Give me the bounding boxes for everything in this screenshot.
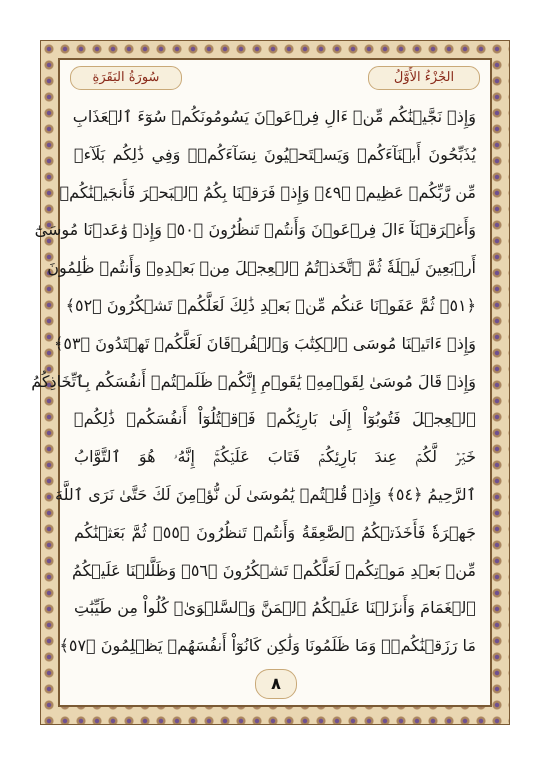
surah-label: سُورَةُ البَقَرَةِ [70,66,182,90]
verse-line: ٱلرَّحِيمُ ﴿٥٤﴾ وَإِذۡ قُلۡتُمۡ يَٰمُوسَىٰ لَن نُّؤۡمِنَ لَكَ حَتَّىٰ نَرَى ٱللَّهَ [55,484,476,504]
mushaf-page-frame [31,40,510,725]
verse-text-block [31,98,476,661]
verse-line: أَرۡبَعِينَ لَيۡلَةٗ ثُمَّ ٱتَّخَذۡتُمُ ٱلۡعِجۡلَ مِنۢ بَعۡدِهِۦ وَأَنتُمۡ ظَٰلِمُونَ [47,258,476,278]
verse-line: جَهۡرَةٗ فَأَخَذَتۡكُمُ ٱلصَّٰعِقَةُ وَأَنتُمۡ تَنظُرُونَ ﴿٥٥﴾ ثُمَّ بَعَثۡنَٰكُم [74,522,476,542]
verse-line: يُذَبِّحُونَ أَبۡنَآءَكُمۡ وَيَسۡتَحۡيُونَ نِسَآءَكُمۡۚ وَفِي ذَٰلِكُم بَلَآءٞ [74,144,476,164]
verse-line: وَإِذۡ نَجَّيۡنَٰكُم مِّنۡ ءَالِ فِرۡعَوۡنَ يَسُومُونَكُمۡ سُوٓءَ ٱلۡعَذَابِ [72,107,476,126]
verse-line: مِّن رَّبِّكُمۡ عَظِيمٞ ﴿٤٩﴾ وَإِذۡ فَرَقۡنَا بِكُمُ ٱلۡبَحۡرَ فَأَنجَيۡنَٰكُمۡ [59,182,476,202]
verse-line: ٱلۡعِجۡلَ فَتُوبُوٓاْ إِلَىٰ بَارِئِكُمۡ فَٱقۡتُلُوٓاْ أَنفُسَكُمۡ ذَٰلِكُمۡ [74,409,476,429]
verse-line: مَا رَزَقۡنَٰكُمۡۚ وَمَا ظَلَمُونَا وَلَٰكِن كَانُوٓاْ أَنفُسَهُمۡ يَظۡلِمُونَ ﴿٥٧﴾ [59,636,476,656]
verse-line: وَإِذۡ ءَاتَيۡنَا مُوسَى ٱلۡكِتَٰبَ وَٱلۡفُرۡقَانَ لَعَلَّكُمۡ تَهۡتَدُونَ ﴿٥٣﴾ [54,333,476,353]
verse-line: وَأَغۡرَقۡنَآ ءَالَ فِرۡعَوۡنَ وَأَنتُمۡ تَنظُرُونَ ﴿٥٠﴾ وَإِذۡ وَٰعَدۡنَا مُوسَىٰٓ [34,220,476,240]
page-header [60,60,490,94]
verse-line: ﴿٥١﴾ ثُمَّ عَفَوۡنَا عَنكُم مِّنۢ بَعۡدِ ذَٰلِكَ لَعَلَّكُمۡ تَشۡكُرُونَ ﴿٥٢﴾ [65,295,476,315]
verse-line: مِّنۢ بَعۡدِ مَوۡتِكُمۡ لَعَلَّكُمۡ تَشۡكُرُونَ ﴿٥٦﴾ وَظَلَّلۡنَا عَلَيۡكُمُ [71,560,476,580]
verse-line: وَإِذۡ قَالَ مُوسَىٰ لِقَوۡمِهِۦ يَٰقَوۡمِ إِنَّكُمۡ ظَلَمۡتُمۡ أَنفُسَكُم بِٱتِّخَاذِكُمُ [31,371,476,391]
verse-line: ٱلۡغَمَامَ وَأَنزَلۡنَا عَلَيۡكُمُ ٱلۡمَنَّ وَٱلسَّلۡوَىٰۖ كُلُواْ مِن طَيِّبَٰتِ [74,598,476,618]
juz-label: الجُزْءُ الأَوَّلُ [368,66,480,90]
verse-line: خَيۡرٞ لَّكُمۡ عِندَ بَارِئِكُمۡ فَتَابَ عَلَيۡكُمۡۚ إِنَّهُۥ هُوَ ٱلتَّوَّابُ [74,447,476,467]
page-content [31,60,490,705]
page-number: ٨ [255,669,297,699]
